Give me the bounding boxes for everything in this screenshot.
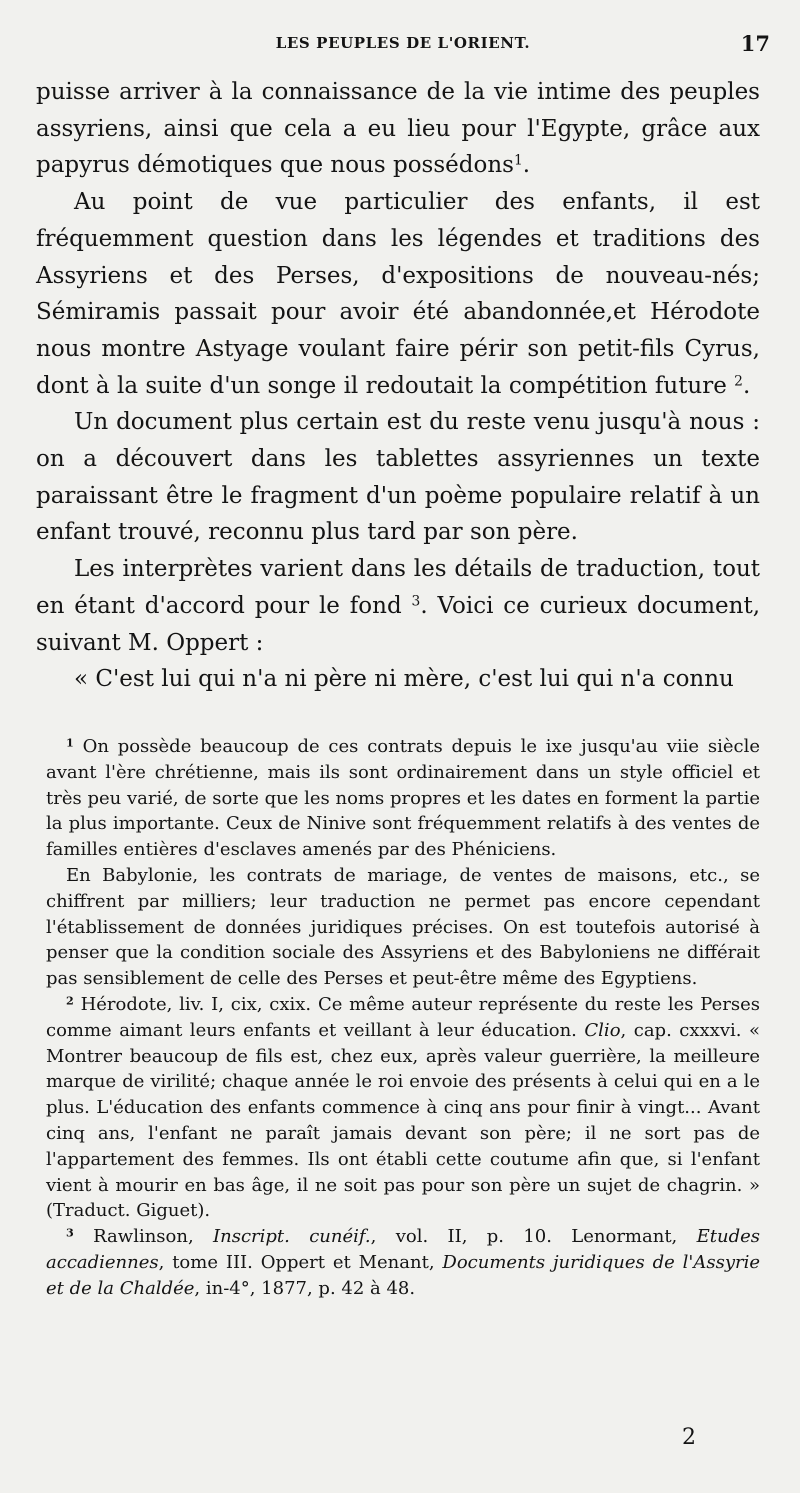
page-number: 17 [740, 31, 770, 56]
note-ref-3[interactable]: 3 [411, 593, 421, 610]
footnotes [46, 734, 760, 1302]
work-title: Etudes accadiennes [46, 1226, 760, 1273]
body-text [36, 74, 760, 698]
paragraph-3: Un document plus certain est du reste venu jusqu'à nous : on a découvert dans les tablettes assyriennes un texte paraissant être le fragment d'un poème populaire relatif à un enfant trouvé, reconnu plus tard par son père. [36, 409, 760, 546]
signature-mark: 2 [682, 1425, 696, 1450]
paragraph-2: Au point de vue particulier des enfants, il est fréquemment question dans les légendes et traditions des Assyriens et des Perses, d'expositions de nouveau-nés; Sémiramis passait pour avoir été abandonnée,et Hérodote nous montre Astyage voulant faire périr son petit-fils Cyrus, dont à la suite d'un songe il redoutait la compétition future $^2$. [36, 189, 760, 399]
running-head [36, 31, 770, 60]
footnote-mark-2: 2 [66, 994, 74, 1008]
footnote-mark-1: 1 [66, 736, 74, 750]
work-title: Inscript. cunéif. [213, 1226, 371, 1248]
running-title: LES PEUPLES DE L'ORIENT. [275, 34, 531, 52]
footnote-1-continued: En Babylonie, les contrats de mariage, de ventes de maisons, etc., se chiffrent par milliers; leur traduction ne permet pas encore cependant l'établissement de données juridiques précises. On est toutefois autorisé à penser que la condition sociale des Assyriens et des Babyloniens ne différait pas sensiblement de celle des Perses et peut-être même des Egyptiens. [46, 864, 760, 990]
footnote-3: $^3$ Rawlinson, Inscript. cunéif., vol. II, p. 10. Lenormant, Etudes accadiennes, tome III. Oppert et Menant, Documents juridiques de l'Assyrie et de la Chaldée, in-4°, 1877, p. 42 à 48. [46, 1226, 760, 1299]
note-ref-1[interactable]: 1 [513, 152, 523, 169]
work-title: Documents juridiques de l'Assyrie et de la Chaldée [46, 1251, 760, 1299]
paragraph-5: « C'est lui qui n'a ni père ni mère, c'est lui qui n'a connu [74, 666, 734, 693]
note-ref-2[interactable]: 2 [734, 373, 743, 390]
footnote-2: $^2$ Hérodote, liv. I, cix, cxix. Ce même auteur représente du reste les Perses comme aimant leurs enfants et veillant à leur éducation. Clio, cap. cxxxvi. « Montrer beaucoup de fils est, chez eux, après valeur guerrière, la meilleure marque de virilité; chaque année le roi envoie des présents à celui qui en a le plus. L'éducation des enfants commence à cinq ans pour finir à vingt... Avant cinq ans, l'enfant ne paraît jamais devant son père; il ne sort pas de l'appartement des femmes. Ils ont établi cette coutume afin que, si l'enfant vient à mourir en bas âge, il ne soit pas pour son père un sujet de chagrin. » (Traduct. Giguet). [46, 993, 760, 1222]
footnote-1: $^1$ On possède beaucoup de ces contrats depuis le ixe jusqu'au viie siècle avant l'ère chrétienne, mais ils sont ordinairement dans un style officiel et très peu varié, de sorte que les noms propres et les dates en forment la partie la plus importante. Ceux de Ninive sont fréquemment relatifs à des ventes de familles entières d'esclaves amenés par des Phéniciens. [46, 736, 760, 861]
work-title: Clio [584, 1019, 621, 1041]
footnote-mark-3: 3 [66, 1226, 74, 1240]
paragraph-1: puisse arriver à la connaissance de la vie intime des peuples assyriens, ainsi que cela a eu lieu pour l'Egypte, grâce aux papyrus démotiques que nous possédons$^1$. [36, 79, 760, 179]
paragraph-4: Les interprètes varient dans les détails de traduction, tout en étant d'accord pour le fond $^3$. Voici ce curieux document, suivant M. Oppert : [36, 556, 761, 656]
